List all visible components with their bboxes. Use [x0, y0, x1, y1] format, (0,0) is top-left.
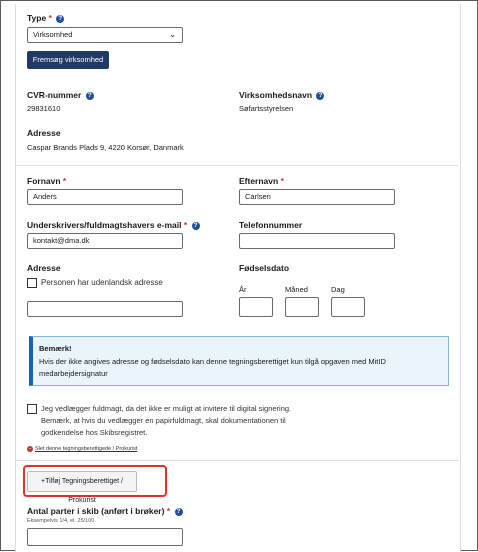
required-marker: *	[48, 13, 52, 23]
help-circle-icon[interactable]: ?	[192, 222, 200, 230]
email-label	[27, 220, 200, 230]
phone-input[interactable]	[239, 233, 395, 249]
help-circle-icon[interactable]: ?	[86, 92, 94, 100]
year-input[interactable]	[239, 297, 273, 317]
month-label: Måned	[285, 285, 308, 294]
type-select[interactable]	[27, 27, 183, 43]
birthdate-label: Fødselsdato	[239, 263, 290, 273]
email-input[interactable]: kontakt@dma.dk	[27, 233, 183, 249]
firstname-label-text: Fornavn	[27, 176, 61, 186]
firstname-label	[27, 176, 66, 186]
type-select-value: Virksomhed	[33, 30, 73, 39]
lastname-label-text: Efternavn	[239, 176, 279, 186]
required-marker: *	[62, 176, 67, 186]
divider	[16, 165, 458, 166]
shares-input[interactable]	[27, 528, 183, 546]
lastname-label	[239, 176, 284, 186]
notice-text: Hvis der ikke angives adresse og fødselsdato kan denne tegningsberettiget kun tilgå opgaven med MitID medarbejdersignatur	[39, 357, 386, 378]
notice-box	[29, 336, 449, 386]
help-circle-icon[interactable]: ?	[56, 15, 64, 23]
required-marker: *	[183, 220, 188, 230]
cvr-label	[27, 90, 94, 100]
notice-title: Bemærk!	[39, 344, 72, 353]
firstname-input[interactable]: Anders	[27, 189, 183, 205]
lastname-input[interactable]: Carlsen	[239, 189, 395, 205]
chevron-down-icon: ⌄	[169, 30, 176, 39]
add-signatory-button[interactable]: +Tilføj Tegningsberettiget / Prokurist	[27, 471, 137, 492]
required-marker: *	[166, 506, 171, 516]
person-address-label: Adresse	[27, 263, 61, 273]
month-input[interactable]	[285, 297, 319, 317]
email-label-text: Underskrivers/fuldmagtshavers e-mail	[27, 220, 182, 230]
cvr-value: 29831610	[27, 104, 61, 113]
day-label: Dag	[331, 285, 345, 294]
shares-label	[27, 506, 183, 516]
phone-label: Telefonnummer	[239, 220, 303, 230]
power-of-attorney-checkbox[interactable]	[27, 404, 37, 414]
search-company-button[interactable]: Fremsøg virksomhed	[27, 51, 109, 69]
company-address-label: Adresse	[27, 128, 61, 138]
shares-label-text: Antal parter i skib (anført i brøker)	[27, 506, 165, 516]
help-circle-icon[interactable]: ?	[175, 508, 183, 516]
shares-hint: Eksempelvis 1/4, el. 25/100	[27, 518, 95, 524]
company-name-value: Søfartsstyrelsen	[239, 104, 294, 113]
required-marker: *	[280, 176, 284, 186]
power-of-attorney-text: Jeg vedlægger fuldmagt, da det ikke er muligt at invitere til digital signering. Bemærk, at hvis du vedlægger en papirfuldmagt, skal dokumentationen til godkendelse hos Skibsregistret.	[41, 404, 292, 437]
company-address-value: Caspar Brands Plads 9, 4220 Korsør, Danmark	[27, 143, 184, 152]
company-name-label-text: Virksomhedsnavn	[239, 90, 313, 100]
remove-circle-icon: −	[28, 446, 32, 452]
divider	[16, 460, 458, 461]
help-circle-icon[interactable]: ?	[316, 92, 324, 100]
company-name-label	[239, 90, 324, 100]
type-label	[27, 13, 64, 23]
year-label: År	[239, 285, 247, 294]
cvr-label-text: CVR-nummer	[27, 90, 82, 100]
foreign-address-checkbox[interactable]	[27, 278, 37, 288]
foreign-address-label: Personen har udenlandsk adresse	[41, 278, 163, 287]
person-address-input[interactable]	[27, 301, 183, 317]
day-input[interactable]	[331, 297, 365, 317]
type-label-text: Type	[27, 13, 47, 23]
delete-signatory-link[interactable]: Slet denne tegningsberettigede / Prokurist	[35, 446, 138, 452]
